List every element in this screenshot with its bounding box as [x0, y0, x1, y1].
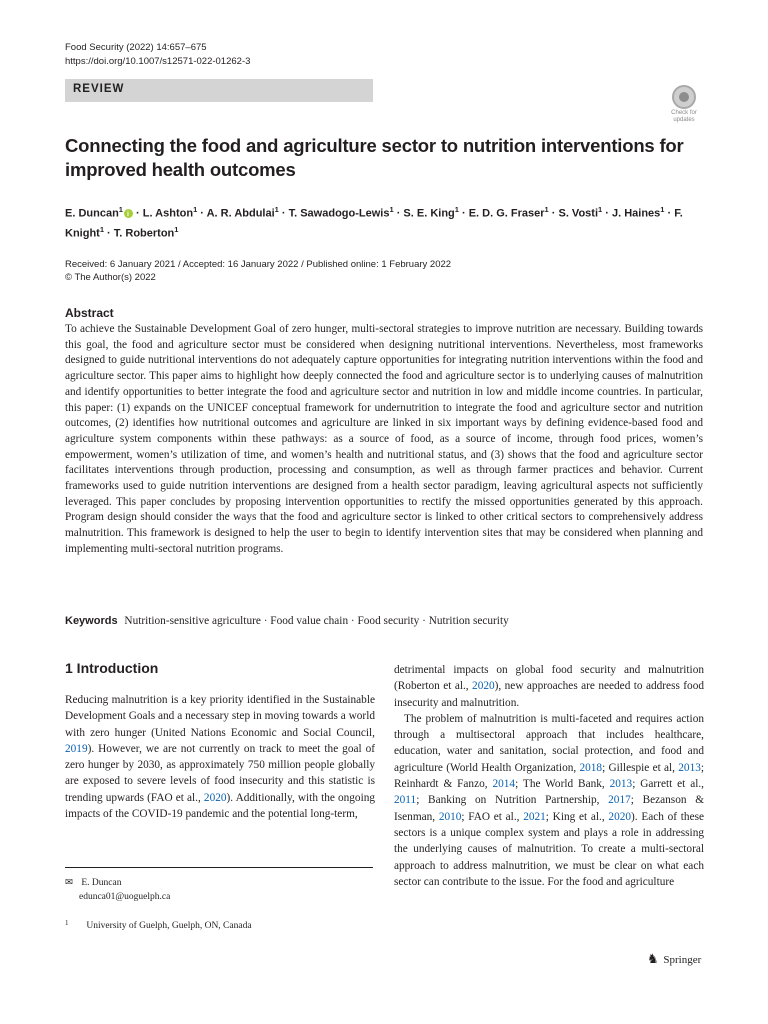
citation-link[interactable]: 2020	[472, 680, 495, 693]
copyright: © The Author(s) 2022	[65, 272, 156, 283]
author-separator: ·	[458, 207, 469, 220]
publisher-footer	[647, 951, 701, 967]
envelope-icon: ✉	[65, 878, 73, 888]
author-affiliation-marker: 1	[454, 205, 459, 214]
paragraph-text: ; King et al.,	[545, 810, 609, 823]
citation-link[interactable]: 2011	[394, 794, 417, 807]
article-title: Connecting the food and agriculture sector to nutrition interventions for improved health outcomes	[65, 135, 684, 180]
keywords	[65, 614, 705, 629]
corresponding-author-footnote	[65, 876, 170, 904]
author-separator: ·	[104, 227, 114, 240]
author-affiliation-marker: 1	[193, 205, 198, 214]
citation-link[interactable]: 2017	[608, 794, 631, 807]
paragraph-text: ; Bezanson & Isenman,	[394, 794, 704, 823]
paragraph-text: ). Each of these sectors is a unique complex system and plays a role in addressing the underlying causes of malnutrition. To create a multi-sectoral approach to address malnutrition, we must be clear on what each sector can contribute to the issue. For the food and agriculture	[394, 810, 704, 888]
citation-link[interactable]: 2013	[609, 778, 633, 791]
paragraph-text: ). Additionally, with the ongoing impacts of the COVID-19 pandemic and the potential long-term,	[65, 791, 375, 821]
corresponding-author-name: E. Duncan	[81, 878, 122, 888]
author-affiliation-marker: 1	[99, 224, 104, 234]
author-name[interactable]: F. Knight	[65, 207, 683, 240]
author-affiliation-marker: 1	[598, 205, 603, 214]
affiliation-number: 1	[65, 919, 69, 927]
affiliation-text: University of Guelph, Guelph, ON, Canada	[86, 921, 252, 931]
right-column	[394, 662, 704, 890]
author-affiliation-marker: 1	[118, 205, 123, 214]
check-for-updates-badge[interactable]	[664, 85, 704, 123]
author-name[interactable]: T. Roberton	[113, 227, 175, 240]
doi-link[interactable]: https://doi.org/10.1007/s12571-022-01262-3	[65, 56, 251, 67]
author-separator: ·	[132, 207, 143, 220]
intro-paragraph-1	[65, 692, 375, 822]
author-affiliation-marker: 1	[174, 224, 179, 234]
author-name[interactable]: L. Ashton	[142, 207, 194, 220]
paragraph-text: The problem of malnutrition is multi-faceted and requires action through a multisectoral approach that includes healthcare, education, water and sanitation, social protection, and food and agriculture (World Health Organization,	[394, 712, 704, 774]
paragraph-text: ; Gillespie et al,	[602, 761, 679, 774]
citation-link[interactable]: 2020	[203, 791, 227, 804]
author-separator: ·	[664, 207, 675, 220]
intro-paragraph-2	[394, 711, 704, 890]
history-dates: Received: 6 January 2021 / Accepted: 16 January 2022 / Published online: 1 February 2022	[65, 259, 452, 270]
abstract-text: To achieve the Sustainable Development Goal of zero hunger, multi-sectoral strategies to improve nutrition are necessary. Building towards this goal, the food and agriculture sector must be considered when designing nutritional interventions. Nevertheless, most frameworks designed to guide nutritional interventions do not adequately capture opportunities for integrating nutrition interventions within the food and agriculture sector. This paper aims to highlight how deeply connected the food and agriculture sector is to underlying causes of malnutrition and identify opportunities to better integrate the food and agriculture sector and nutrition in low and middle income countries. In particular, this paper: (1) expands on the UNICEF conceptual framework for undernutrition to integrate the food and agriculture sector and nutrition outcomes, (2) identifies how nutritional outcomes and agriculture are linked in six important ways by defining evidence-based food and agriculture system components within these pathways: as a source of food, as a source of income, through food prices, women’s empowerment, women’s utilization of time, and women’s health and nutritional status, and (3) shows that the food and agriculture sector facilitates interventions through production, processing and consumption, as well as through farmer practices and behavior. Current frameworks used to guide nutrition interventions are designed from a health sector paradigm, leaving agricultural aspects not sufficiently leveraged. This paper concludes by proposing intervention opportunities to rectify the missed opportunities generated by this approach. Program design should consider the ways that the food and agriculture sector is linked to other critical sectors to comprehensively address malnutrition. This framework is designed to help the user to begin to identify intervention sites that may be considered when planning and implementing multi-sectoral nutrition programs.	[65, 323, 703, 555]
check-updates-icon	[672, 85, 696, 109]
keywords-list: Nutrition-sensitive agriculture · Food value chain · Food security · Nutrition security	[124, 615, 509, 627]
intro-paragraph-1-continued	[394, 662, 704, 711]
journal-citation: Food Security (2022) 14:657–675	[65, 42, 207, 53]
author-name[interactable]: A. R. Abdulai	[206, 207, 275, 220]
corresponding-author-email[interactable]: edunca01@uoguelph.ca	[79, 892, 171, 902]
citation-link[interactable]: 2018	[579, 761, 603, 774]
left-column	[65, 692, 375, 822]
introduction-heading: 1 Introduction	[65, 660, 159, 676]
citation-link[interactable]: 2010	[438, 810, 462, 823]
journal-header	[65, 41, 250, 69]
author-affiliation-marker: 1	[544, 205, 549, 214]
paragraph-text: ). However, we are not currently on track to meet the goal of zero hunger by 2030, as approximately 750 million people globally are exposed to severe levels of food insecurity and this statistic is trending upwards (FAO et al.,	[65, 742, 375, 804]
author-separator: ·	[602, 207, 612, 220]
section-label: REVIEW	[73, 83, 125, 95]
publisher-name: Springer	[663, 954, 702, 966]
author-separator: ·	[393, 207, 404, 220]
author-separator: ·	[278, 207, 289, 220]
author-separator: ·	[548, 207, 559, 220]
paragraph-text: detrimental impacts on global food security and malnutrition (Roberton et al.,	[394, 664, 704, 693]
affiliation-footnote	[65, 916, 252, 933]
paragraph-text: ; FAO et al.,	[461, 810, 524, 823]
springer-horse-icon: ♞	[647, 951, 659, 966]
author-affiliation-marker: 1	[389, 205, 394, 214]
citation-link[interactable]: 2021	[523, 810, 546, 823]
author-name[interactable]: E. D. G. Fraser	[468, 207, 545, 220]
citation-link[interactable]: 2013	[678, 761, 701, 774]
author-list	[65, 202, 705, 241]
orcid-icon[interactable]	[124, 209, 133, 218]
author-name[interactable]: S. E. King	[403, 207, 455, 220]
citation-link[interactable]: 2014	[492, 778, 516, 791]
badge-text-line-1: Check for	[671, 110, 697, 116]
paragraph-text: Reducing malnutrition is a key priority identified in the Sustainable Development Goals and a necessary step in moving towards a world with zero hunger (United Nations Economic and Social Council,	[65, 694, 375, 739]
author-affiliation-marker: 1	[274, 205, 279, 214]
article-dates	[65, 258, 451, 284]
section-label-bar	[65, 79, 373, 102]
author-name[interactable]: E. Duncan	[65, 207, 119, 220]
paragraph-text: ; The World Bank,	[515, 778, 610, 791]
author-affiliation-marker: 1	[660, 205, 665, 214]
paragraph-text: ; Garrett et al.,	[632, 778, 704, 791]
paragraph-text: ), new approaches are needed to address food insecurity and malnutrition.	[394, 680, 704, 709]
abstract-heading: Abstract	[65, 306, 114, 320]
author-name[interactable]: S. Vosti	[558, 207, 599, 220]
keywords-label: Keywords	[65, 615, 118, 627]
citation-link[interactable]: 2019	[65, 742, 88, 755]
author-name[interactable]: J. Haines	[611, 207, 661, 220]
footnote-divider	[65, 867, 373, 868]
author-separator: ·	[197, 207, 207, 220]
paragraph-text: ; Reinhardt & Fanzo,	[394, 761, 704, 791]
paragraph-text: ; Banking on Nutrition Partnership,	[416, 794, 609, 807]
citation-link[interactable]: 2020	[608, 810, 632, 823]
author-name[interactable]: T. Sawadogo-Lewis	[288, 207, 390, 220]
badge-text-line-2: updates	[673, 117, 695, 123]
